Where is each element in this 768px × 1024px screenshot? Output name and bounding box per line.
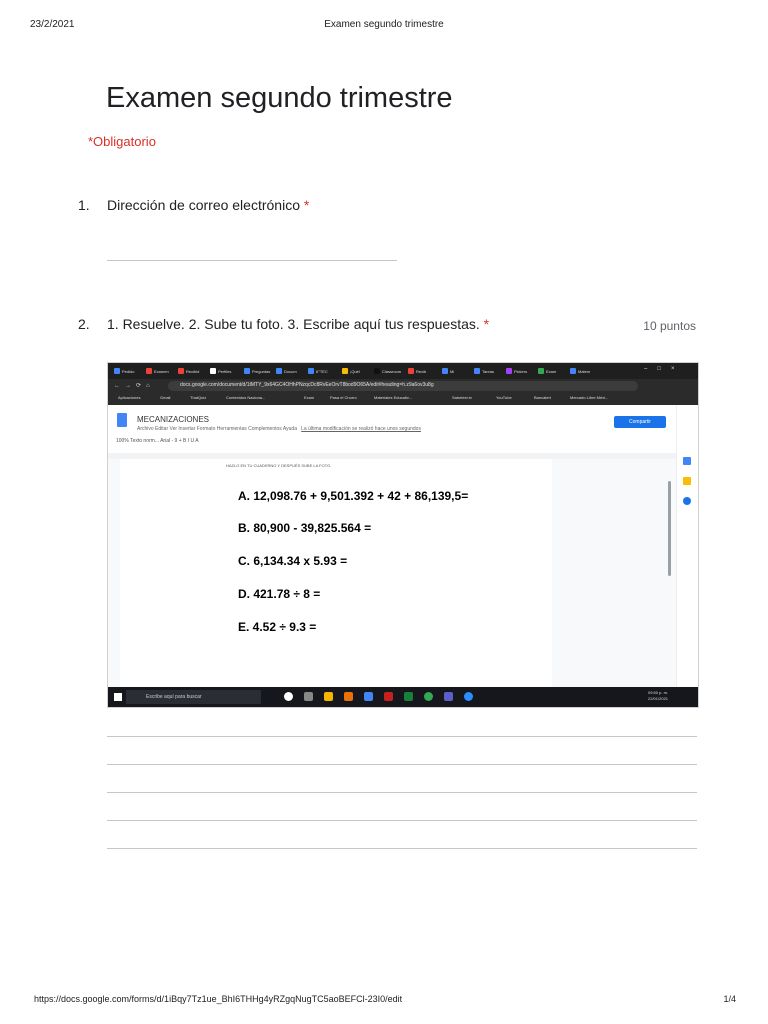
browser-tab: Perfiles bbox=[210, 366, 231, 376]
question-2-points: 10 puntos bbox=[643, 319, 696, 333]
taskbar-app-icon bbox=[404, 692, 413, 701]
clock-date: 22/01/2021 bbox=[648, 696, 669, 701]
question-2-number: 2. bbox=[78, 316, 90, 332]
calendar-icon bbox=[683, 457, 691, 465]
doc-menu bbox=[137, 426, 421, 432]
taskbar-clock bbox=[648, 690, 668, 702]
taskbar-app-icon bbox=[444, 692, 453, 701]
required-star: * bbox=[303, 197, 310, 213]
problem-e: E. 4.52 ÷ 9.3 = bbox=[238, 620, 317, 634]
print-header-title: Examen segundo trimestre bbox=[324, 19, 444, 30]
scrollbar bbox=[668, 481, 671, 576]
answer-line[interactable] bbox=[107, 736, 697, 737]
browser-tab: ¡Qué! bbox=[342, 366, 360, 376]
taskbar-app-icon bbox=[324, 692, 333, 701]
nav-icons: ←→⟳⌂ bbox=[114, 383, 155, 389]
print-footer-page: 1/4 bbox=[723, 994, 736, 1004]
browser-tab: Recibid bbox=[178, 366, 199, 376]
bookmark: Mercado Libre Méxi... bbox=[570, 395, 609, 400]
bookmark: Bancalert bbox=[534, 395, 551, 400]
bookmark: Exam bbox=[304, 395, 315, 400]
browser-tab-strip bbox=[108, 363, 698, 379]
question-2-label: 1. Resuelve. 2. Sube tu foto. 3. Escribe aquí tus respuestas. bbox=[107, 316, 480, 332]
browser-tab-active: Mi bbox=[442, 366, 454, 376]
url-text: docs.google.com/document/d/1tMTY_9x64GC4OHhPNzqcDc8RvEeOrvT8bod9O65A/edit#heading=h.z9a6ov3u8g bbox=[180, 382, 434, 388]
answer-line[interactable] bbox=[107, 820, 697, 821]
browser-tab: Recib bbox=[408, 366, 426, 376]
bookmarks-bar bbox=[108, 393, 698, 405]
window-controls: –□× bbox=[644, 366, 685, 372]
share-button: Compartir bbox=[614, 416, 666, 428]
browser-tab: Tareas bbox=[474, 366, 494, 376]
question-1-number: 1. bbox=[78, 197, 90, 213]
question-1-text bbox=[107, 197, 309, 213]
problem-b: B. 80,900 - 39,825.564 = bbox=[238, 521, 372, 535]
browser-tab: Exam bbox=[538, 366, 556, 376]
required-note: *Obligatorio bbox=[88, 134, 156, 149]
doc-name: MECANIZACIONES bbox=[137, 415, 210, 424]
windows-start-icon bbox=[114, 693, 122, 701]
bookmark: ThatQuiz bbox=[190, 395, 207, 400]
taskbar-app-icon bbox=[424, 692, 433, 701]
browser-tab: 6°TEC bbox=[308, 366, 328, 376]
taskbar-search-text: Escribe aquí para buscar bbox=[146, 694, 202, 700]
browser-tab: Matem bbox=[570, 366, 590, 376]
answer-line[interactable] bbox=[107, 848, 697, 849]
problem-d: D. 421.78 ÷ 8 = bbox=[238, 587, 321, 601]
doc-menu-items: Archivo Editar Ver Insertar Formato Herramientas Complementos Ayuda bbox=[137, 426, 297, 432]
bookmark: Pasa el Chorro bbox=[330, 395, 357, 400]
tasks-icon bbox=[683, 497, 691, 505]
taskbar-app-icon bbox=[464, 692, 473, 701]
taskbar-app-icon bbox=[344, 692, 353, 701]
bookmark: Gmail bbox=[160, 395, 171, 400]
docs-side-panel bbox=[676, 405, 699, 687]
problem-a: A. 12,098.76 + 9,501.392 + 42 + 86,139,5= bbox=[238, 489, 469, 503]
bookmark: YouTube bbox=[496, 395, 512, 400]
browser-tab: Examen bbox=[146, 366, 169, 376]
doc-instruction: HAZLO EN TU CUADERNO Y DESPUÉS SUBE LA FOTO. bbox=[226, 463, 332, 468]
bookmark: Sabeleer.tv bbox=[452, 395, 473, 400]
doc-menu-note: La última modificación se realizó hace unos segundos bbox=[301, 426, 421, 432]
bookmark: Contenidos Naciona... bbox=[226, 395, 266, 400]
taskbar-app-icon bbox=[384, 692, 393, 701]
browser-tab: Classroom bbox=[374, 366, 401, 376]
bookmark: Aplicaciones bbox=[118, 395, 141, 400]
taskbar-app-icon bbox=[304, 692, 313, 701]
bookmark: Materiales Educativ... bbox=[374, 395, 412, 400]
required-star: * bbox=[483, 316, 490, 332]
question-2-text bbox=[107, 316, 489, 332]
taskbar-app-icon bbox=[284, 692, 293, 701]
keep-icon bbox=[683, 477, 691, 485]
email-answer-line[interactable] bbox=[107, 260, 397, 261]
print-header-date: 23/2/2021 bbox=[30, 19, 75, 30]
question-image bbox=[107, 362, 699, 708]
browser-tab: Pedido bbox=[114, 366, 134, 376]
print-footer-url: https://docs.google.com/forms/d/1iBqy7Tz1ue_BhI6THHg4yRZgqNugTC5aoBEFCl-23I0/edit bbox=[34, 994, 403, 1004]
question-1-label: Dirección de correo electrónico bbox=[107, 197, 300, 213]
browser-tab: Preguntas bbox=[244, 366, 270, 376]
address-bar bbox=[108, 379, 698, 393]
clock-time: 09:50 p. m. bbox=[648, 690, 669, 695]
answer-line[interactable] bbox=[107, 792, 697, 793]
answer-line[interactable] bbox=[107, 764, 697, 765]
browser-tab: Pickers bbox=[506, 366, 527, 376]
docs-file-icon bbox=[117, 413, 127, 427]
docs-header bbox=[108, 405, 698, 454]
form-title: Examen segundo trimestre bbox=[106, 82, 453, 114]
taskbar-app-icon bbox=[364, 692, 373, 701]
windows-taskbar bbox=[108, 687, 698, 707]
doc-toolbar: 100% Texto norm... Arial - 9 + B I U A bbox=[116, 438, 199, 444]
problem-c: C. 6,134.34 x 5.93 = bbox=[238, 554, 348, 568]
browser-tab: Docum bbox=[276, 366, 297, 376]
